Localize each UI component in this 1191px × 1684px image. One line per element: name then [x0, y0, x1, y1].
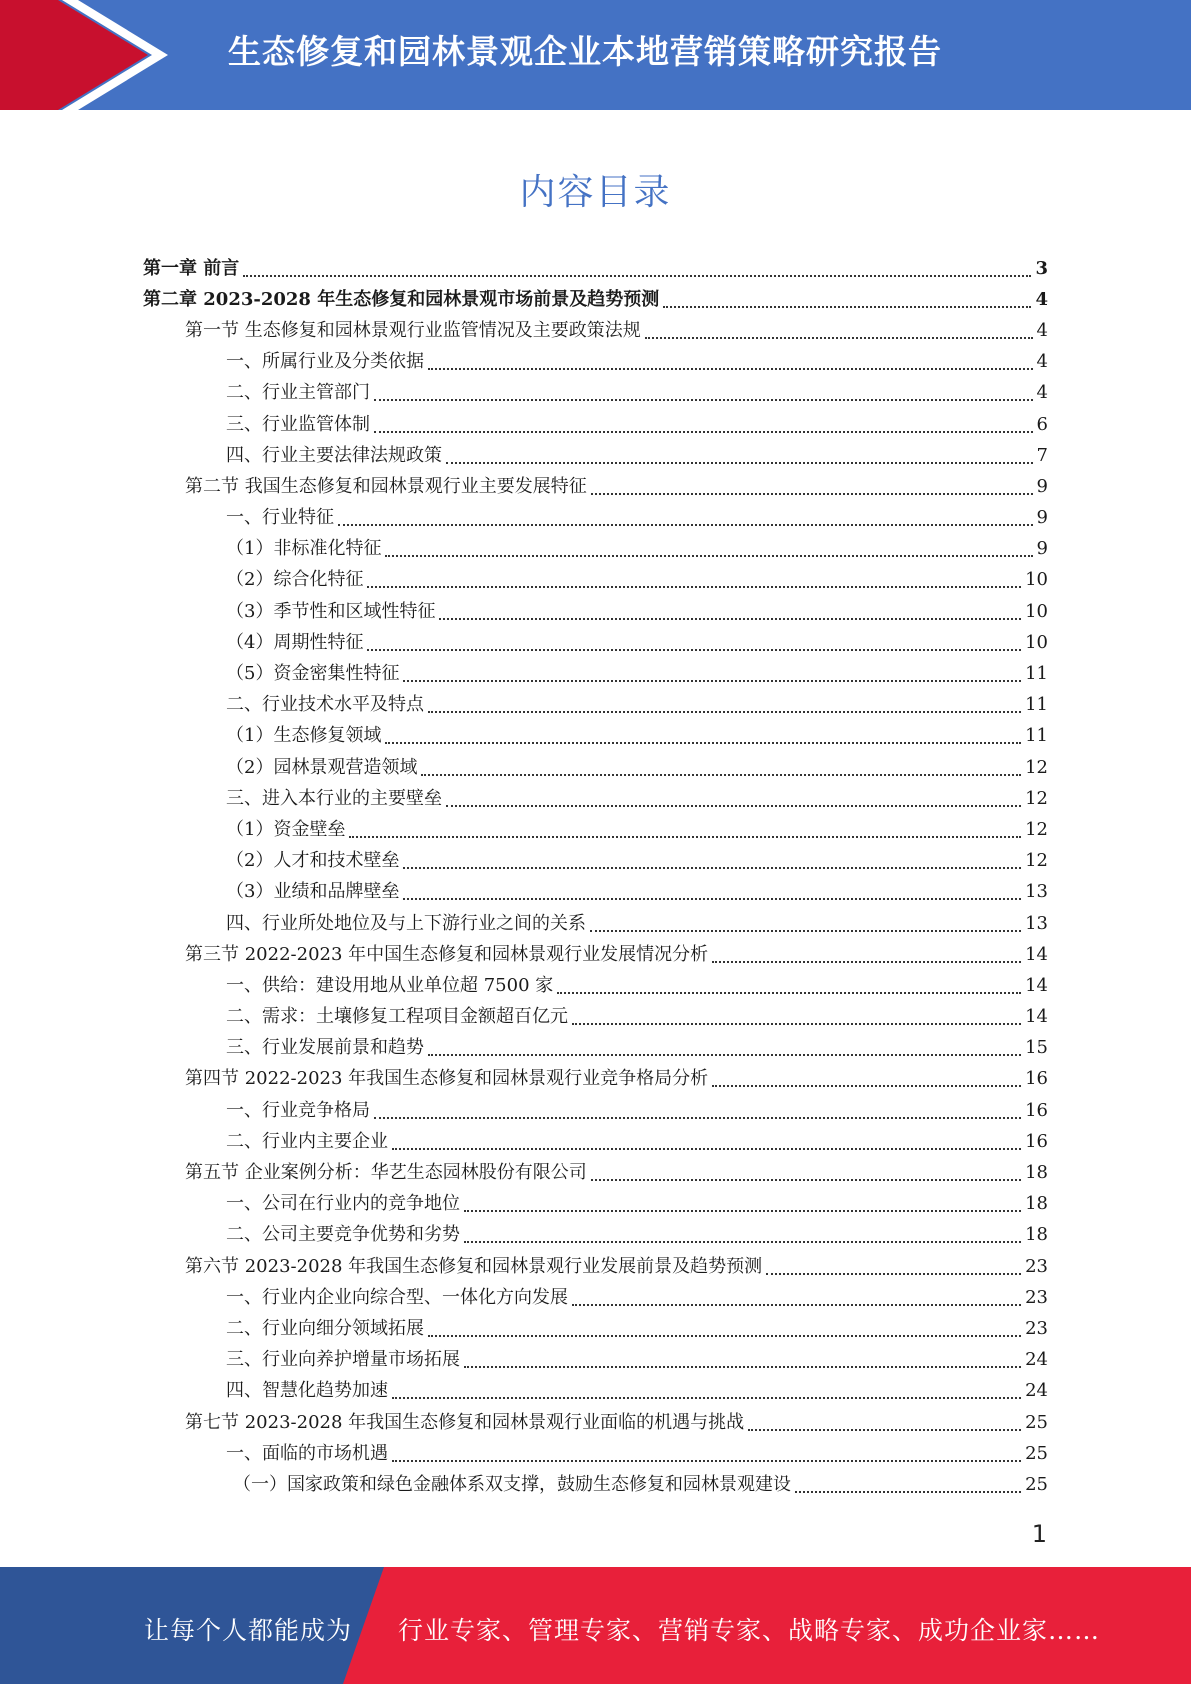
toc-dot-leader: [403, 898, 1021, 900]
toc-entry-label: （3）业绩和品牌壁垒: [226, 881, 400, 903]
toc-dot-leader: [243, 275, 1031, 277]
toc-entry-page: 3: [1035, 257, 1048, 279]
toc-dot-leader: [748, 1429, 1021, 1431]
toc-entry-page: 10: [1025, 631, 1048, 653]
toc-entry-page: 12: [1025, 818, 1048, 840]
toc-entry[interactable]: [0, 1345, 1191, 1376]
toc-dot-leader: [367, 586, 1021, 588]
toc-entry[interactable]: [0, 1002, 1191, 1033]
toc-dot-leader: [590, 930, 1021, 932]
toc-entry[interactable]: [0, 1469, 1191, 1500]
toc-dot-leader: [367, 649, 1021, 651]
toc-dot-leader: [392, 1148, 1021, 1150]
toc-entry[interactable]: [0, 253, 1191, 284]
toc-dot-leader: [428, 711, 1021, 713]
toc-dot-leader: [428, 368, 1033, 370]
toc-dot-leader: [349, 836, 1021, 838]
toc-entry[interactable]: [0, 783, 1191, 814]
table-of-contents: [0, 253, 1191, 1501]
toc-entry-label: 三、行业发展前景和趋势: [226, 1037, 424, 1059]
toc-entry-page: 25: [1025, 1411, 1048, 1433]
toc-dot-leader: [385, 742, 1021, 744]
toc-dot-leader: [392, 1397, 1021, 1399]
toc-entry-label: 一、供给：建设用地从业单位超 7500 家: [226, 974, 554, 996]
toc-entry-label: 一、行业特征: [226, 507, 334, 529]
toc-dot-leader: [572, 1023, 1021, 1025]
toc-entry-page: 18: [1025, 1193, 1048, 1215]
toc-entry[interactable]: [0, 284, 1191, 315]
toc-entry[interactable]: [0, 1126, 1191, 1157]
toc-entry[interactable]: [0, 1282, 1191, 1313]
toc-entry-page: 25: [1025, 1442, 1048, 1464]
toc-entry[interactable]: [0, 596, 1191, 627]
toc-dot-leader: [766, 1273, 1021, 1275]
toc-entry[interactable]: [0, 471, 1191, 502]
toc-dot-leader: [663, 306, 1031, 308]
toc-entry-page: 24: [1025, 1349, 1048, 1371]
toc-entry-label: 第三节 2022-2023 年中国生态修复和园林景观行业发展情况分析: [185, 943, 709, 965]
toc-entry-page: 10: [1025, 600, 1048, 622]
toc-entry[interactable]: [0, 752, 1191, 783]
toc-dot-leader: [385, 555, 1032, 557]
toc-entry-label: 三、行业监管体制: [226, 413, 370, 435]
toc-entry[interactable]: [0, 1251, 1191, 1282]
toc-entry-label: 二、公司主要竞争优势和劣势: [226, 1224, 460, 1246]
toc-dot-leader: [712, 961, 1021, 963]
toc-dot-leader: [557, 992, 1021, 994]
toc-dot-leader: [374, 1117, 1021, 1119]
toc-entry[interactable]: [0, 1438, 1191, 1469]
toc-entry-label: 一、行业竞争格局: [226, 1099, 370, 1121]
toc-entry-page: 13: [1025, 881, 1048, 903]
report-footer-band: [0, 1567, 1191, 1684]
toc-entry-page: 16: [1025, 1130, 1048, 1152]
toc-dot-leader: [795, 1491, 1021, 1493]
toc-heading: 内容目录: [519, 172, 672, 213]
toc-entry-label: 四、行业主要法律法规政策: [226, 444, 442, 466]
toc-entry-page: 11: [1025, 663, 1048, 685]
footer-slogan-left: 让每个人都能成为: [144, 1616, 353, 1645]
toc-entry[interactable]: [0, 658, 1191, 689]
toc-entry[interactable]: [0, 877, 1191, 908]
footer-slogan-right: 行业专家、管理专家、营销专家、战略专家、成功企业家……: [398, 1616, 1101, 1645]
toc-dot-leader: [428, 1335, 1021, 1337]
toc-entry[interactable]: [0, 440, 1191, 471]
toc-entry-page: 24: [1025, 1380, 1048, 1402]
toc-entry-label: 二、行业主管部门: [226, 382, 370, 404]
toc-dot-leader: [591, 493, 1033, 495]
toc-dot-leader: [392, 1460, 1021, 1462]
toc-entry[interactable]: [0, 1407, 1191, 1438]
toc-entry[interactable]: [0, 721, 1191, 752]
toc-entry-page: 25: [1025, 1473, 1048, 1495]
toc-entry-page: 14: [1025, 943, 1048, 965]
toc-entry-label: 三、进入本行业的主要壁垒: [226, 787, 442, 809]
toc-dot-leader: [428, 1054, 1021, 1056]
toc-entry-page: 13: [1025, 912, 1048, 934]
toc-entry-label: 四、行业所处地位及与上下游行业之间的关系: [226, 912, 586, 934]
toc-entry[interactable]: [0, 347, 1191, 378]
toc-entry-label: （5）资金密集性特征: [226, 663, 400, 685]
toc-entry[interactable]: [0, 1095, 1191, 1126]
toc-entry-label: 一、公司在行业内的竞争地位: [226, 1193, 460, 1215]
toc-entry-page: 4: [1036, 319, 1048, 341]
toc-entry-page: 15: [1025, 1037, 1048, 1059]
toc-entry[interactable]: [0, 908, 1191, 939]
toc-entry[interactable]: [0, 814, 1191, 845]
toc-entry-label: 第二章 2023-2028 年生态修复和园林景观市场前景及趋势预测: [143, 288, 660, 310]
toc-entry-page: 11: [1025, 694, 1048, 716]
toc-entry-label: 二、行业内主要企业: [226, 1130, 388, 1152]
toc-entry-page: 16: [1025, 1068, 1048, 1090]
toc-entry-label: 第四节 2022-2023 年我国生态修复和园林景观行业竞争格局分析: [185, 1068, 709, 1090]
toc-entry-page: 10: [1025, 569, 1048, 591]
toc-entry-label: 四、智慧化趋势加速: [226, 1380, 388, 1402]
toc-entry-label: 二、需求：土壤修复工程项目金额超百亿元: [226, 1006, 568, 1028]
toc-entry-label: 第七节 2023-2028 年我国生态修复和园林景观行业面临的机遇与挑战: [185, 1411, 745, 1433]
toc-entry[interactable]: [0, 690, 1191, 721]
toc-dot-leader: [439, 618, 1021, 620]
toc-entry-page: 4: [1035, 288, 1048, 310]
toc-entry[interactable]: [0, 565, 1191, 596]
toc-entry-page: 12: [1025, 850, 1048, 872]
toc-entry-label: 二、行业技术水平及特点: [226, 694, 424, 716]
toc-entry-label: （1）非标准化特征: [226, 538, 382, 560]
toc-entry-label: （3）季节性和区域性特征: [226, 600, 436, 622]
toc-entry-page: 4: [1036, 351, 1048, 373]
toc-entry[interactable]: [0, 409, 1191, 440]
toc-entry-label: （1）生态修复领域: [226, 725, 382, 747]
toc-entry-label: 一、面临的市场机遇: [226, 1442, 388, 1464]
toc-entry-page: 11: [1025, 725, 1048, 747]
toc-entry[interactable]: [0, 970, 1191, 1001]
toc-entry[interactable]: [0, 846, 1191, 877]
toc-entry-label: 第一节 生态修复和园林景观行业监管情况及主要政策法规: [185, 319, 641, 341]
toc-dot-leader: [464, 1210, 1021, 1212]
toc-entry-page: 23: [1025, 1255, 1048, 1277]
toc-entry-page: 9: [1036, 475, 1048, 497]
toc-entry-page: 14: [1025, 974, 1048, 996]
toc-dot-leader: [464, 1241, 1021, 1243]
toc-entry-page: 4: [1036, 382, 1048, 404]
toc-entry[interactable]: [0, 315, 1191, 346]
toc-dot-leader: [338, 524, 1033, 526]
toc-entry-label: 一、所属行业及分类依据: [226, 351, 424, 373]
page-number: 1: [1031, 1520, 1047, 1548]
toc-entry-page: 18: [1025, 1162, 1048, 1184]
toc-entry-page: 6: [1036, 413, 1048, 435]
report-title: 生态修复和园林景观企业本地营销策略研究报告: [228, 32, 942, 71]
toc-entry[interactable]: [0, 503, 1191, 534]
toc-entry-label: 一、行业内企业向综合型、一体化方向发展: [226, 1286, 568, 1308]
toc-dot-leader: [572, 1304, 1021, 1306]
toc-dot-leader: [403, 867, 1021, 869]
toc-entry-page: 7: [1036, 444, 1048, 466]
toc-entry-label: 第五节 企业案例分析：华艺生态园林股份有限公司: [185, 1162, 587, 1184]
toc-entry-page: 9: [1036, 538, 1048, 560]
toc-entry[interactable]: [0, 1313, 1191, 1344]
toc-entry[interactable]: [0, 1033, 1191, 1064]
toc-dot-leader: [712, 1085, 1021, 1087]
toc-entry-label: 二、行业向细分领域拓展: [226, 1317, 424, 1339]
toc-entry[interactable]: [0, 1157, 1191, 1188]
toc-entry-page: 9: [1036, 507, 1048, 529]
toc-entry-label: （2）综合化特征: [226, 569, 364, 591]
toc-dot-leader: [591, 1179, 1021, 1181]
toc-dot-leader: [421, 774, 1021, 776]
toc-entry-label: 第六节 2023-2028 年我国生态修复和园林景观行业发展前景及趋势预测: [185, 1255, 763, 1277]
toc-entry[interactable]: [0, 1376, 1191, 1407]
toc-entry-page: 16: [1025, 1099, 1048, 1121]
toc-entry-label: （4）周期性特征: [226, 631, 364, 653]
toc-entry[interactable]: [0, 1189, 1191, 1220]
toc-entry-label: （一）国家政策和绿色金融体系双支撑，鼓励生态修复和园林景观建设: [233, 1473, 791, 1495]
toc-entry-page: 12: [1025, 756, 1048, 778]
toc-entry-label: 三、行业向养护增量市场拓展: [226, 1349, 460, 1371]
toc-dot-leader: [446, 805, 1021, 807]
toc-entry-label: 第二节 我国生态修复和园林景观行业主要发展特征: [185, 475, 587, 497]
toc-entry[interactable]: [0, 1220, 1191, 1251]
toc-dot-leader: [645, 337, 1033, 339]
toc-entry[interactable]: [0, 534, 1191, 565]
toc-entry[interactable]: [0, 939, 1191, 970]
toc-entry-label: 第一章 前言: [143, 257, 240, 279]
toc-dot-leader: [446, 462, 1033, 464]
toc-dot-leader: [374, 399, 1033, 401]
toc-entry-page: 14: [1025, 1006, 1048, 1028]
toc-entry-page: 18: [1025, 1224, 1048, 1246]
toc-entry[interactable]: [0, 1064, 1191, 1095]
toc-entry-page: 12: [1025, 787, 1048, 809]
toc-entry[interactable]: [0, 378, 1191, 409]
toc-entry-label: （1）资金壁垒: [226, 818, 346, 840]
toc-entry-page: 23: [1025, 1286, 1048, 1308]
toc-dot-leader: [464, 1366, 1021, 1368]
report-header-band: [0, 0, 1191, 110]
toc-dot-leader: [374, 431, 1033, 433]
toc-entry-label: （2）园林景观营造领域: [226, 756, 418, 778]
toc-entry[interactable]: [0, 627, 1191, 658]
toc-entry-label: （2）人才和技术壁垒: [226, 850, 400, 872]
toc-entry-page: 23: [1025, 1317, 1048, 1339]
toc-dot-leader: [403, 680, 1021, 682]
